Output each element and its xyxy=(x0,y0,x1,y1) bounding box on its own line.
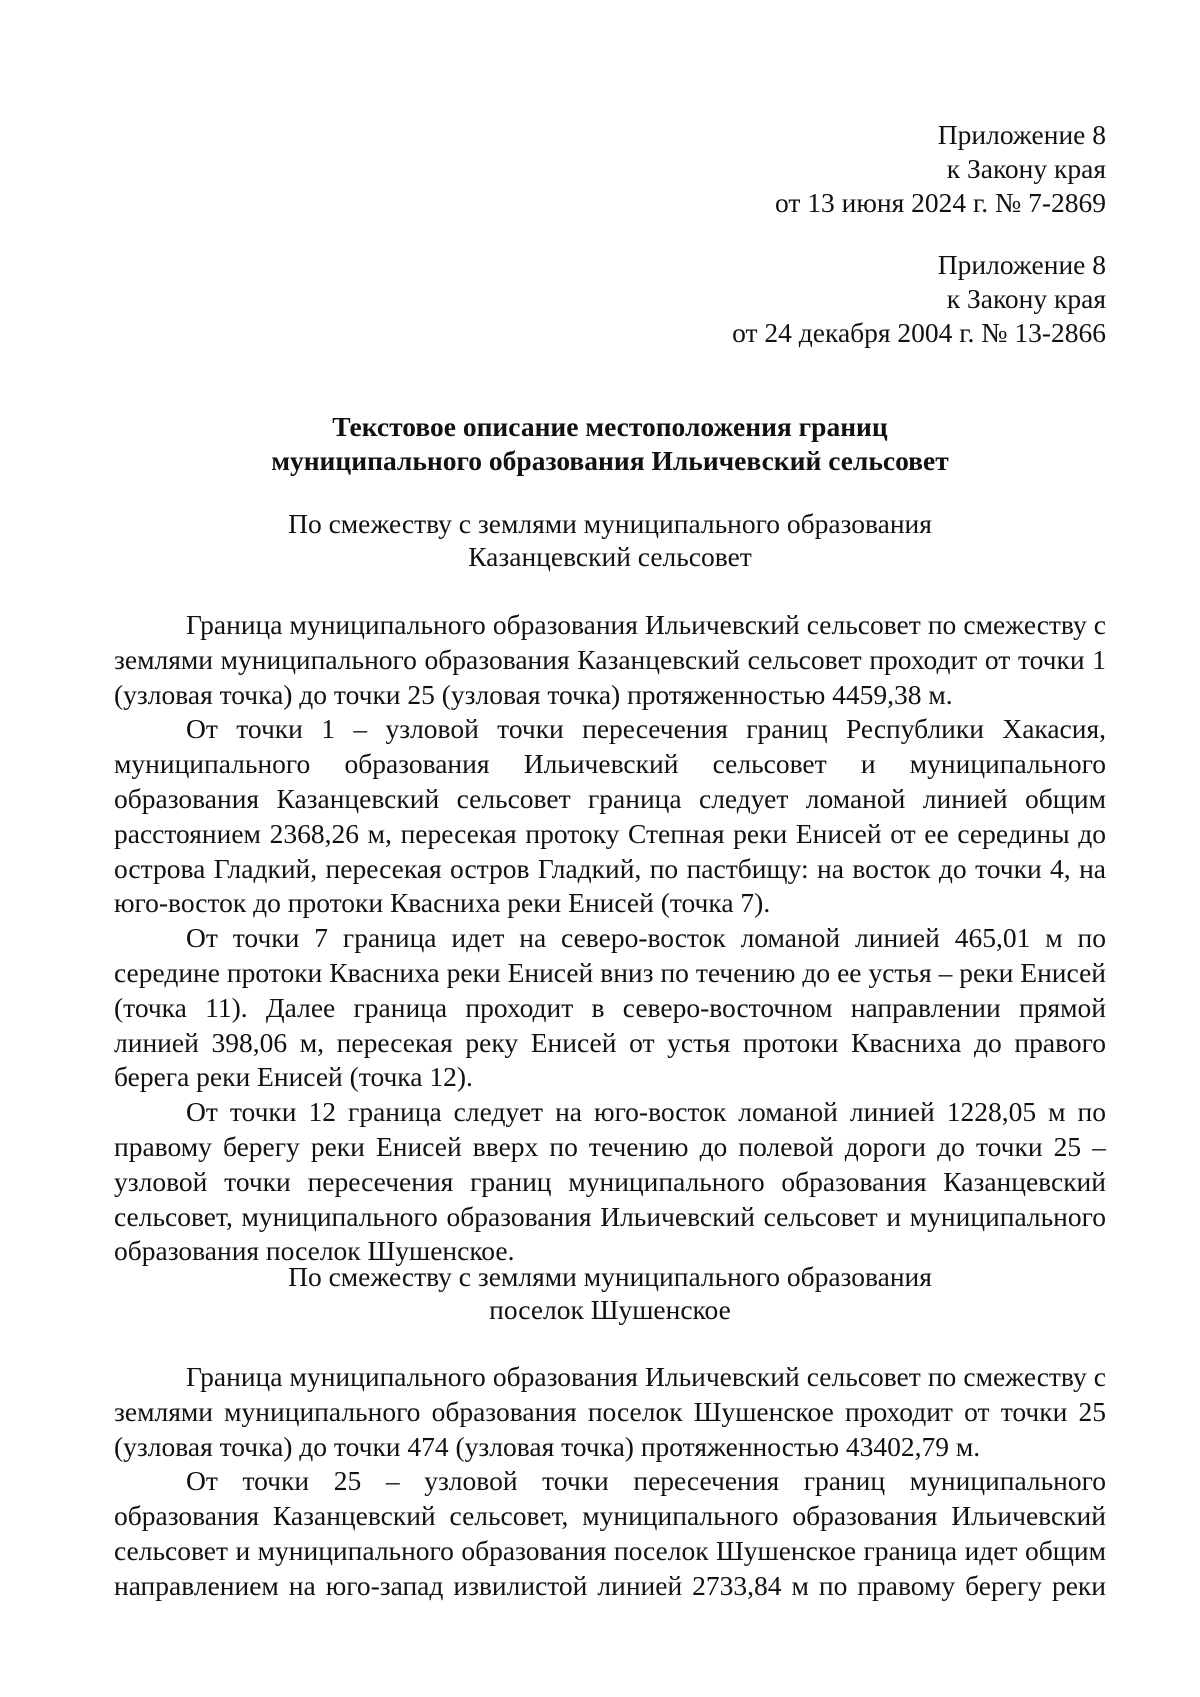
appendix-law-ref: к Закону края xyxy=(946,283,1106,314)
paragraph: Граница муниципального образования Ильичевский сельсовет по смежеству с землями муниципального образования Казанцевский сельсовет проходит от точки 1 (узловая точка) до точки 25 (узловая точка) протяженностью 4459,38 м. xyxy=(114,609,1106,710)
paragraph-continued: От точки 25 – узловой точки пересечения границ муниципального образования Казанцевский сельсовет, муниципального образования Ильичевский сельсовет и муниципального образования поселок Шушенское граница идет общим направлением на юго-запад извилистой линией 2733,84 м по правому берегу реки xyxy=(114,1465,1106,1601)
appendix-law-ref: к Закону края xyxy=(946,153,1106,184)
appendix-header-original xyxy=(732,248,1106,350)
section-heading-line: поселок Шушенское xyxy=(489,1294,731,1325)
appendix-law-date: от 24 декабря 2004 г. № 13-2866 xyxy=(732,317,1106,348)
section-heading-shushenskoe xyxy=(114,1260,1106,1326)
section-heading-line: Казанцевский сельсовет xyxy=(468,541,752,572)
document-title-line: муниципального образования Ильичевский сельсовет xyxy=(271,445,949,476)
section-body-kazantsevsky xyxy=(114,608,1106,1269)
appendix-header-current xyxy=(775,118,1106,220)
section-heading-line: По смежеству с землями муниципального образования xyxy=(288,508,932,539)
paragraph: От точки 7 граница идет на северо-восток ломаной линией 465,01 м по середине протоки Квасниха реки Енисей вниз по течению до ее устья – реки Енисей (точка 11). Далее граница проходит в северо-восточном направлении прямой линией 398,06 м, пересекая реку Енисей от устья протоки Квасниха до правого берега реки Енисей (точка 12). xyxy=(114,922,1106,1093)
paragraph: От точки 12 граница следует на юго-восток ломаной линией 1228,05 м по правому берегу реки Енисей вверх по течению до полевой дороги до точки 25 – узловой точки пересечения границ муниципального образования Казанцевский сельсовет, муниципального образования Ильичевский сельсовет и муниципального образования поселок Шушенское. xyxy=(114,1096,1106,1267)
section-heading-kazantsevsky xyxy=(114,507,1106,573)
document-title xyxy=(114,410,1106,478)
appendix-law-date: от 13 июня 2024 г. № 7-2869 xyxy=(775,187,1106,218)
document-title-line: Текстовое описание местоположения границ xyxy=(332,411,888,442)
appendix-number: Приложение 8 xyxy=(937,249,1106,280)
paragraph: От точки 1 – узловой точки пересечения границ Республики Хакасия, муниципального образования Ильичевский сельсовет и муниципального образования Казанцевский сельсовет граница следует ломаной линией общим расстоянием 2368,26 м, пересекая протоку Степная реки Енисей от ее середины до острова Гладкий, пересекая остров Гладкий, по пастбищу: на восток до точки 4, на юго-восток до протоки Квасниха реки Енисей (точка 7). xyxy=(114,713,1106,919)
appendix-number: Приложение 8 xyxy=(937,119,1106,150)
section-body-shushenskoe xyxy=(114,1360,1106,1604)
section-heading-line: По смежеству с землями муниципального образования xyxy=(288,1261,932,1292)
paragraph: Граница муниципального образования Ильичевский сельсовет по смежеству с землями муниципального образования поселок Шушенское проходит от точки 25 (узловая точка) до точки 474 (узловая точка) протяженностью 43402,79 м. xyxy=(114,1361,1106,1462)
